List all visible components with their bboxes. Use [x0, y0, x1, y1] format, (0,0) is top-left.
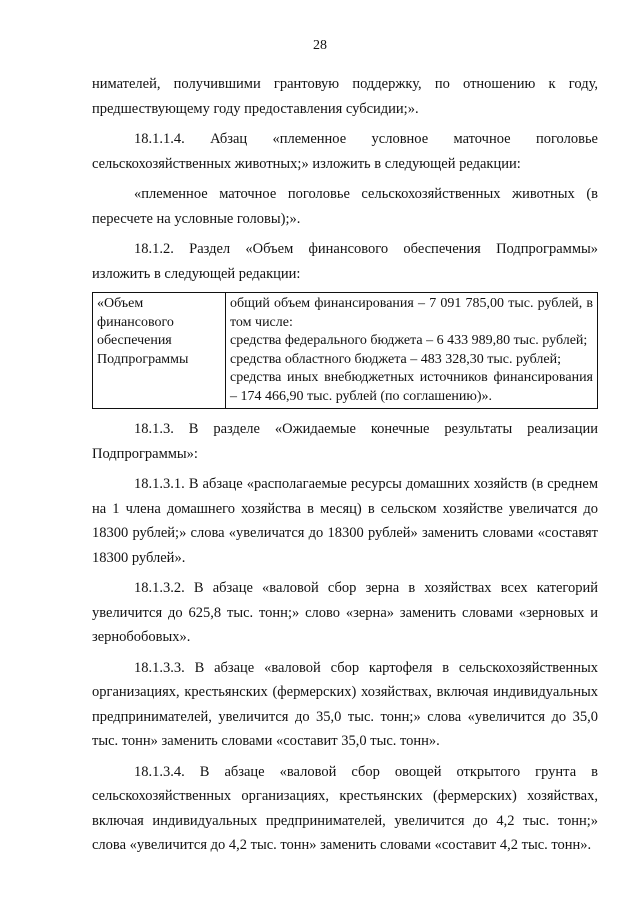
- funding-total-line: общий объем финансирования – 7 091 785,00 тыс. рублей, в том числе:: [230, 296, 593, 330]
- quoted-replacement-text: «племенное маточное поголовье сельскохозяйственных животных (в пересчете на условные головы);».: [92, 186, 598, 227]
- paragraph-18-1-3: 18.1.3. В разделе «Ожидаемые конечные результаты реализации Подпрограммы»:: [92, 421, 598, 462]
- paragraph-18-1-3-4: 18.1.3.4. В абзаце «валовой сбор овощей открытого грунта в сельскохозяйственных организациях, крестьянских (фермерских) хозяйствах, включая индивидуальных предпринимателей, увеличится до 4,2 тыс. тонн;» слова «увеличится до 4,2 тыс. тонн» заменить словами «составит 4,2 тыс. тонн».: [92, 763, 598, 853]
- page-number: 28: [313, 38, 327, 53]
- funding-federal-line: средства федерального бюджета – 6 433 989,80 тыс. рублей;: [230, 333, 588, 348]
- document-body: [92, 72, 598, 864]
- funding-regional-line: средства областного бюджета – 483 328,30 тыс. рублей;: [230, 351, 561, 367]
- table-row: [93, 293, 598, 409]
- paragraph-18-1-3-3: 18.1.3.3. В абзаце «валовой сбор картофеля в сельскохозяйственных организациях, крестьянских (фермерских) хозяйствах, включая индивидуальных предпринимателей, увеличится до 35,0 тыс. тонн;» слова «увеличится до 35,0 тыс. тонн» заменить словами «составит 35,0 тыс. тонн».: [92, 659, 598, 749]
- paragraph-18-1-3-1: 18.1.3.1. В абзаце «располагаемые ресурсы домашних хозяйств (в среднем на 1 члена домашнего хозяйства в месяц) в сельском хозяйстве увеличатся до 18300 рублей;» слова «увеличатся до 18300 рублей» заменить словами «составят 18300 рублей».: [92, 476, 598, 566]
- paragraph-18-1-2: 18.1.2. Раздел «Объем финансового обеспечения Подпрограммы» изложить в следующей редакции:: [92, 241, 598, 282]
- paragraph-18-1-3-2: 18.1.3.2. В абзаце «валовой сбор зерна в хозяйствах всех категорий увеличится до 625,8 тыс. тонн;» слово «зерна» заменить словами «зерновых и зернобобовых».: [92, 580, 598, 645]
- funding-extrabudget-line: средства иных внебюджетных источников финансирования – 174 466,90 тыс. рублей (по соглашению)».: [230, 370, 593, 404]
- table-label-cell: «Объем финансового обеспечения Подпрограммы: [93, 293, 226, 409]
- continuation-paragraph: нимателей, получившими грантовую поддержку, по отношению к году, предшествующему году предоставления субсидии;».: [92, 76, 598, 117]
- table-value-cell: [226, 293, 598, 409]
- funding-table: [92, 292, 598, 409]
- paragraph-18-1-1-4: 18.1.1.4. Абзац «племенное условное маточное поголовье сельскохозяйственных животных;» изложить в следующей редакции:: [92, 131, 598, 172]
